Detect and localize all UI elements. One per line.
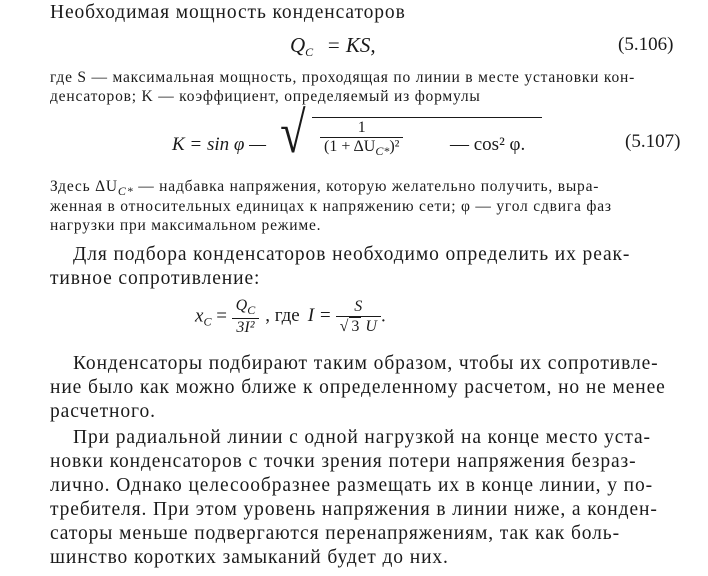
eq107-lhs-text: K = sin φ — [172, 134, 267, 155]
eq108-root-sign: √ [339, 318, 349, 335]
eq108-I: I = [307, 305, 332, 327]
eq107-numerator: 1 [357, 119, 366, 136]
heading-line: Необходимая мощность конденсаторов [50, 2, 406, 23]
eq108-x-sub: C [203, 314, 212, 329]
eq108-where: , где [265, 305, 300, 327]
para1-line-1: Для подбора конденсаторов необходимо определить их реак- [73, 244, 631, 265]
radical-sign: √ [280, 100, 306, 165]
eq107-lhs [172, 134, 266, 156]
para3-line-6: шинство коротких замыканий будет до них. [50, 547, 449, 568]
text1-line-1: где S — максимальная мощность, проходящая по линии в месте установки кон- [50, 69, 636, 86]
text2-sub: C* [117, 184, 134, 198]
para3-line-4: требителя. При этом уровень напряжения в линии ниже, а конден- [50, 499, 658, 520]
para2-line-3: расчетного. [50, 401, 156, 422]
para2-line-2: ние было как можно ближе к определенному расчетом, но не менее [50, 377, 666, 398]
eq107-fraction [320, 119, 403, 159]
text2-rest: — надбавка напряжения, которую желательно получить, выра- [133, 178, 600, 195]
eq108-den2 [336, 316, 381, 336]
text2-line-1 [50, 178, 599, 199]
text2-line-2: женная в относительных единицах к напряжению сети; φ — угол сдвига фаз [50, 198, 612, 215]
eq108-num1-sub: C [247, 303, 256, 317]
eq108-frac2 [336, 298, 381, 336]
eq108-root-arg: 3 [351, 318, 360, 335]
radical-bar [312, 117, 542, 118]
eq106-lhs-sub: C [305, 45, 314, 59]
eq108-den2-u: U [365, 318, 377, 335]
eq107-denominator [320, 137, 403, 159]
para3-line-2: новки конденсаторов с точки зрения потери напряжения безраз- [50, 451, 637, 472]
equation-5-106 [290, 33, 376, 60]
para3-line-5: саторы меньше подвергаются перенапряжениям, так как боль- [50, 523, 620, 544]
eq108-num2: S [354, 298, 363, 315]
eq106-rhs: = KS, [326, 33, 376, 57]
eq107-number: (5.107) [625, 131, 681, 152]
eq107-den-text: (1 + ΔU [324, 138, 376, 155]
para2-line-1: Конденсаторы подбирают таким образом, чтобы их сопротивле- [73, 353, 659, 374]
eq108-equals: = [211, 305, 232, 327]
para3-line-1: При радиальной линии с одной нагрузкой на конце место уста- [73, 427, 651, 448]
eq106-lhs: Q [290, 33, 306, 57]
text2-delta: Здесь ΔU [50, 178, 118, 195]
text1-line-2: денсаторов; K — коэффициент, определяемый из формулы [50, 88, 481, 105]
text2-line-3: нагрузки при максимальном режиме. [50, 217, 322, 234]
eq108-frac1 [232, 297, 260, 337]
eq107-den-sub: C* [375, 144, 390, 158]
eq108-x: x [195, 305, 204, 327]
eq108-num1 [232, 297, 260, 318]
eq108-den1: 3I² [232, 318, 260, 337]
eq106-number: (5.106) [618, 34, 674, 55]
equation-reactance [195, 297, 386, 337]
para1-line-2: тивное сопротивление: [50, 268, 261, 289]
para3-line-3: лично. Однако целесообразнее размещать их в конце линии, у по- [50, 475, 654, 496]
eq108-period: . [380, 305, 386, 327]
eq107-den-end: )² [389, 138, 400, 155]
eq108-num1-text: Q [235, 297, 248, 314]
eq107-tail: — cos² φ. [450, 134, 526, 155]
